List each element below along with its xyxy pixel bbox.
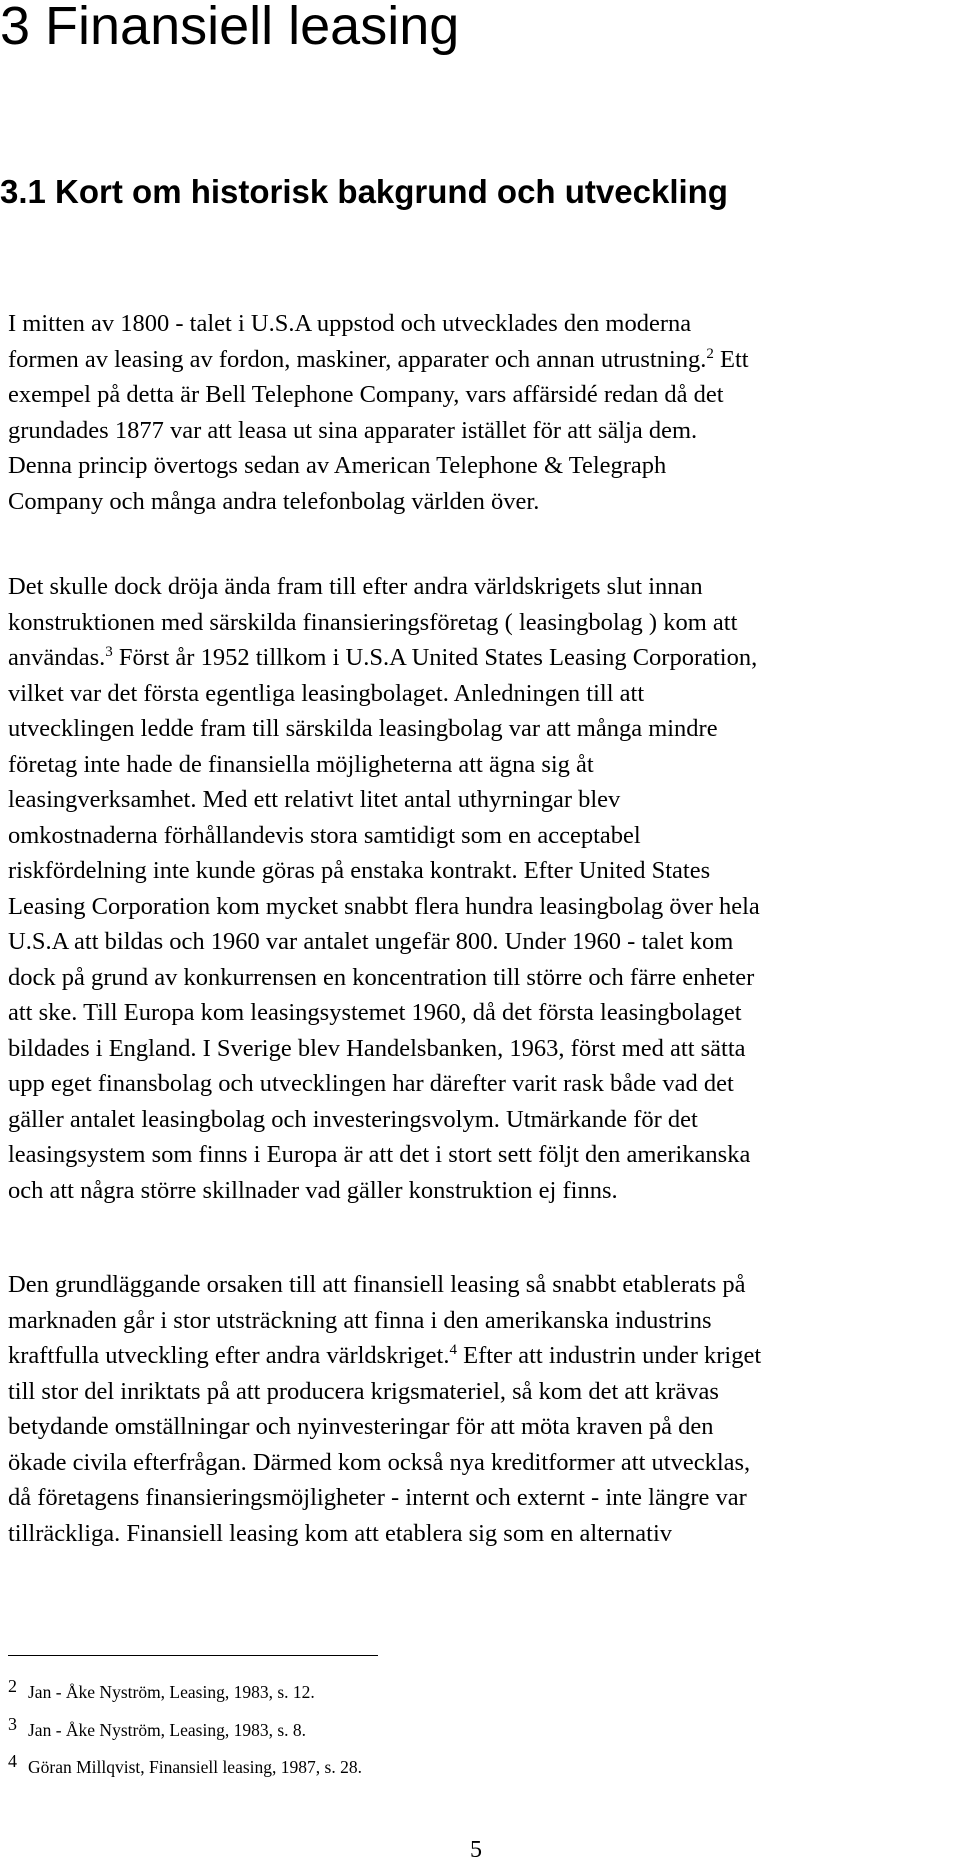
paragraph-line-text: kraftfulla utveckling efter andra världskriget.	[8, 1342, 450, 1369]
footnote-separator	[8, 1655, 378, 1656]
section-heading: 3.1 Kort om historisk bakgrund och utveckling	[0, 173, 728, 210]
paragraph-line-tail: Först år 1952 tillkom i U.S.A United States Leasing Corporation,	[118, 644, 758, 671]
chapter-heading: 3 Finansiell leasing	[0, 0, 460, 56]
paragraph-line: företag inte hade de finansiella möjligheterna att ägna sig åt	[8, 750, 594, 778]
paragraph-line: Det skulle dock dröja ända fram till efter andra världskrigets slut innan	[8, 573, 703, 600]
paragraph-1	[8, 306, 749, 519]
footnote-3	[8, 1714, 307, 1742]
paragraph-line	[8, 640, 760, 676]
paragraph-line	[8, 342, 749, 378]
footnote-2	[8, 1676, 315, 1704]
footnote-ref-3: 3	[105, 643, 113, 660]
paragraph-line: I mitten av 1800 - talet i U.S.A uppstod och utvecklades den moderna	[8, 310, 692, 337]
paragraph-line: att ske. Till Europa kom leasingsystemet 1960, då det första leasingbolaget	[8, 999, 742, 1026]
paragraph-line: U.S.A att bildas och 1960 var antalet ungefär 800. Under 1960 - talet kom	[8, 928, 734, 955]
page-number: 5	[470, 1837, 482, 1863]
paragraph-line: konstruktionen med särskilda finansieringsföretag ( leasingbolag ) kom att	[8, 608, 738, 636]
footnote-text: Jan - Åke Nyström, Leasing, 1983, s. 8.	[28, 1720, 307, 1740]
paragraph-line: grundades 1877 var att leasa ut sina apparater istället för att sälja dem.	[8, 416, 698, 444]
footnote-number: 4	[8, 1751, 17, 1771]
paragraph-line: omkostnaderna förhållandevis stora samtidigt som en acceptabel	[8, 821, 641, 849]
paragraph-line: Leasing Corporation kom mycket snabbt flera hundra leasingbolag över hela	[8, 892, 760, 920]
paragraph-line: och att några större skillnader vad gäller konstruktion ej finns.	[8, 1176, 618, 1204]
footnote-text: Jan - Åke Nyström, Leasing, 1983, s. 12.	[28, 1682, 315, 1702]
paragraph-line	[8, 1338, 761, 1374]
paragraph-line: ökade civila efterfrågan. Därmed kom också nya kreditformer att utvecklas,	[8, 1448, 751, 1476]
paragraph-line-text: användas.	[8, 644, 106, 671]
paragraph-line: Den grundläggande orsaken till att finansiell leasing så snabbt etablerats på	[8, 1271, 746, 1298]
paragraph-line: leasingverksamhet. Med ett relativt litet antal uthyrningar blev	[8, 786, 621, 813]
paragraph-line: bildades i England. I Sverige blev Handelsbanken, 1963, först med att sätta	[8, 1034, 746, 1062]
footnote-ref-2: 2	[706, 345, 714, 362]
paragraph-line-tail: Ett	[720, 345, 749, 373]
paragraph-line: till stor del inriktats på att producera krigsmateriel, så kom det att krävas	[8, 1377, 719, 1405]
paragraph-line: Denna princip övertogs sedan av American Telephone & Telegraph	[8, 452, 667, 479]
paragraph-3	[8, 1267, 761, 1551]
paragraph-line-tail: Efter att industrin under kriget	[463, 1342, 762, 1369]
paragraph-line: upp eget finansbolag och utvecklingen har därefter varit rask både vad det	[8, 1070, 734, 1097]
paragraph-line: dock på grund av konkurrensen en koncentration till större och färre enheter	[8, 963, 755, 991]
paragraph-line: vilket var det första egentliga leasingbolaget. Anledningen till att	[8, 679, 645, 707]
paragraph-line: gäller antalet leasingbolag och investeringsvolym. Utmärkande för det	[8, 1105, 698, 1133]
paragraph-line: leasingsystem som finns i Europa är att det i stort sett följt den amerikanska	[8, 1141, 751, 1168]
footnote-number: 3	[8, 1714, 17, 1734]
paragraph-line: betydande omställningar och nyinvesteringar för att möta kraven på den	[8, 1413, 714, 1440]
footnote-4	[8, 1751, 362, 1779]
footnote-number: 2	[8, 1676, 17, 1696]
paragraph-line: utvecklingen ledde fram till särskilda leasingbolag var att många mindre	[8, 715, 718, 742]
paragraph-line: tillräckliga. Finansiell leasing kom att etablera sig som en alternativ	[8, 1519, 673, 1547]
paragraph-line: då företagens finansieringsmöjligheter - internt och externt - inte längre var	[8, 1484, 747, 1511]
footnote-text: Göran Millqvist, Finansiell leasing, 1987, s. 28.	[28, 1757, 362, 1777]
paragraph-line: marknaden går i stor utsträckning att finna i den amerikanska industrins	[8, 1306, 712, 1334]
paragraph-line-text: formen av leasing av fordon, maskiner, apparater och annan utrustning.	[8, 345, 707, 373]
footnote-ref-4: 4	[449, 1341, 457, 1358]
paragraph-line: exempel på detta är Bell Telephone Company, vars affärsidé redan då det	[8, 381, 724, 408]
paragraph-2	[8, 569, 760, 1208]
paragraph-line: riskfördelning inte kunde göras på enstaka kontrakt. Efter United States	[8, 857, 711, 884]
paragraph-line: Company och många andra telefonbolag världen över.	[8, 487, 540, 515]
